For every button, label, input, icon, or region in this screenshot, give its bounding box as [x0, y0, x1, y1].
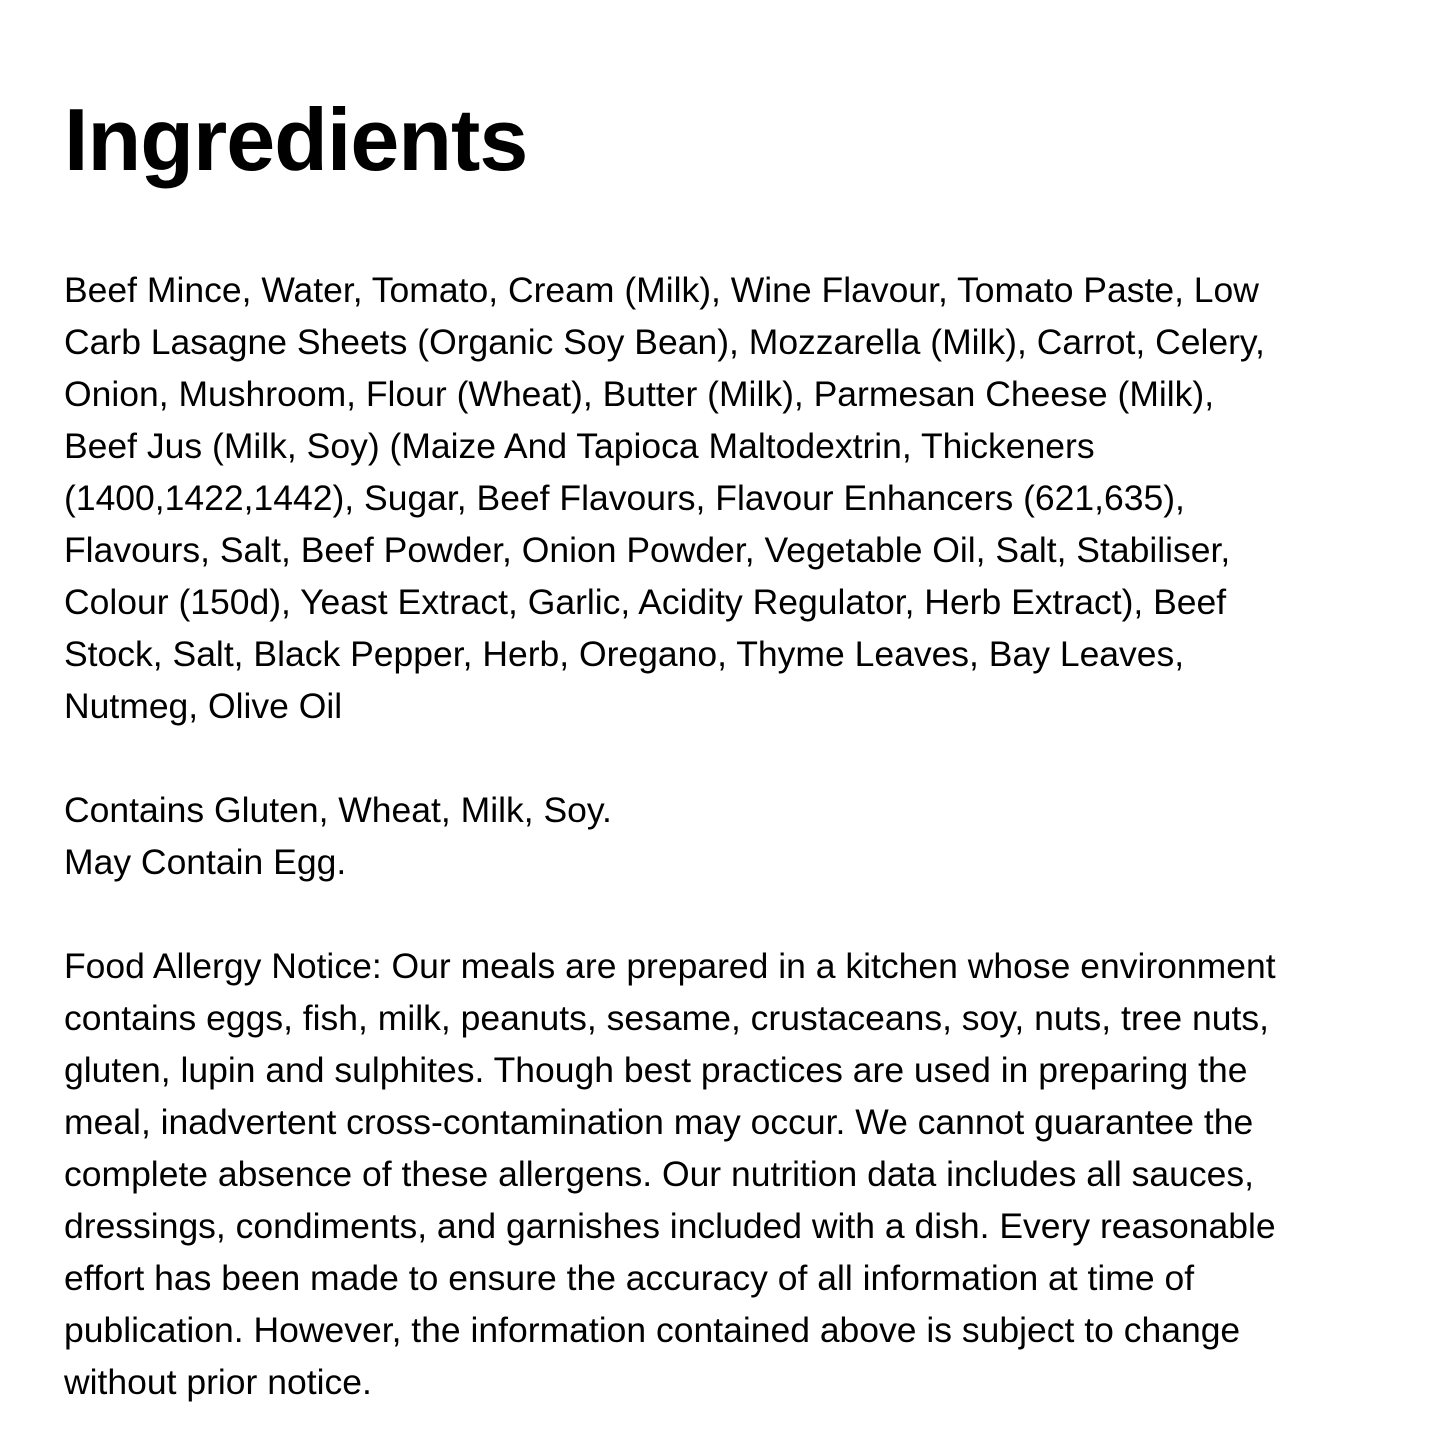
ingredients-line: Nutmeg, Olive Oil	[64, 686, 343, 726]
ingredients-list	[64, 264, 1265, 732]
notice-line: without prior notice.	[64, 1362, 372, 1402]
ingredients-line: Flavours, Salt, Beef Powder, Onion Powder, Vegetable Oil, Salt, Stabiliser,	[64, 530, 1231, 570]
notice-line: publication. However, the information contained above is subject to change	[64, 1310, 1241, 1350]
page-title: Ingredients	[64, 90, 528, 189]
notice-line: Food Allergy Notice: Our meals are prepared in a kitchen whose environment	[64, 946, 1276, 986]
ingredients-line: Beef Mince, Water, Tomato, Cream (Milk), Wine Flavour, Tomato Paste, Low	[64, 270, 1259, 310]
allergen-may-contain: May Contain Egg.	[64, 842, 347, 882]
ingredients-line: (1400,1422,1442), Sugar, Beef Flavours, Flavour Enhancers (621,635),	[64, 478, 1185, 518]
ingredients-line: Colour (150d), Yeast Extract, Garlic, Acidity Regulator, Herb Extract), Beef	[64, 582, 1227, 622]
notice-line: dressings, condiments, and garnishes included with a dish. Every reasonable	[64, 1206, 1276, 1246]
ingredients-line: Onion, Mushroom, Flour (Wheat), Butter (Milk), Parmesan Cheese (Milk),	[64, 374, 1215, 414]
notice-line: contains eggs, fish, milk, peanuts, sesame, crustaceans, soy, nuts, tree nuts,	[64, 998, 1269, 1038]
notice-line: meal, inadvertent cross-contamination may occur. We cannot guarantee the	[64, 1102, 1254, 1142]
allergen-statement	[64, 784, 612, 888]
ingredients-line: Stock, Salt, Black Pepper, Herb, Oregano, Thyme Leaves, Bay Leaves,	[64, 634, 1185, 674]
food-allergy-notice	[64, 940, 1276, 1408]
allergen-contains: Contains Gluten, Wheat, Milk, Soy.	[64, 790, 612, 830]
ingredients-line: Carb Lasagne Sheets (Organic Soy Bean), Mozzarella (Milk), Carrot, Celery,	[64, 322, 1265, 362]
notice-line: effort has been made to ensure the accuracy of all information at time of	[64, 1258, 1195, 1298]
ingredients-line: Beef Jus (Milk, Soy) (Maize And Tapioca Maltodextrin, Thickeners	[64, 426, 1095, 466]
notice-line: gluten, lupin and sulphites. Though best practices are used in preparing the	[64, 1050, 1248, 1090]
notice-line: complete absence of these allergens. Our nutrition data includes all sauces,	[64, 1154, 1254, 1194]
